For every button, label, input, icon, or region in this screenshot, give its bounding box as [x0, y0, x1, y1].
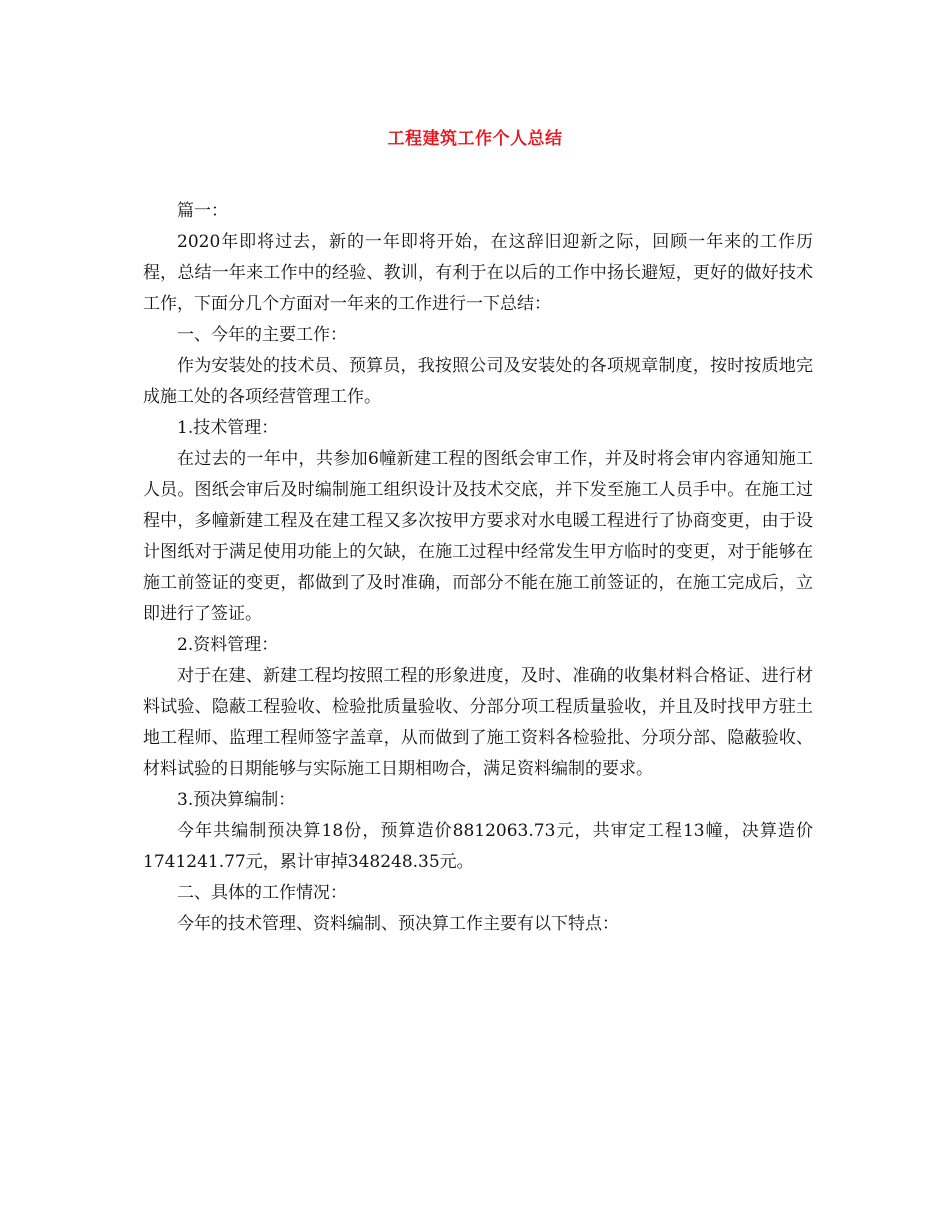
paragraph-budget: 今年共编制预决算18份，预算造价8812063.73元，共审定工程13幢，决算造价1741241.77元，累计审掉348248.35元。 [143, 821, 813, 872]
paragraph-features: 今年的技术管理、资料编制、预决算工作主要有以下特点： [177, 914, 619, 934]
heading-budget: 3.预决算编制： [177, 790, 296, 810]
paragraph-technical-management: 在过去的一年中，共参加6幢新建工程的图纸会审工作，并及时将会审内容通知施工人员。图纸会审后及时编制施工组织设计及技术交底，并下发至施工人员手中。在施工过程中，多幢新建工程及在建工程又多次按甲方要求对水电暖工程进行了协商变更，由于设计图纸对于满足使用功能上的欠缺，在施工过程中经常发生甲方临时的变更，对于能够在施工前签证的变更，都做到了及时准确，而部分不能在施工前签证的，在施工完成后，立即进行了签证。 [143, 449, 813, 624]
paragraph-document-management: 对于在建、新建工程均按照工程的形象进度，及时、准确的收集材料合格证、进行材料试验、隐蔽工程验收、检验批质量验收、分部分项工程质量验收，并且及时找甲方驻土地工程师、监理工程师签字盖章，从而做到了施工资料各检验批、分项分部、隐蔽验收、材料试验的日期能够与实际施工日期相吻合，满足资料编制的要求。 [143, 666, 813, 779]
heading-document-management: 2.资料管理： [177, 635, 279, 655]
heading-specific-work: 二、具体的工作情况： [177, 883, 347, 903]
paragraph-role: 作为安装处的技术员、预算员，我按照公司及安装处的各项规章制度，按时按质地完成施工处的各项经营管理工作。 [143, 356, 813, 407]
paragraph-section-label: 篇一： [177, 201, 228, 221]
document-body [143, 196, 813, 940]
heading-technical-management: 1.技术管理： [177, 418, 279, 438]
paragraph-intro: 2020年即将过去，新的一年即将开始，在这辞旧迎新之际，回顾一年来的工作历程，总结一年来工作中的经验、教训，有利于在以后的工作中扬长避短，更好的做好技术工作，下面分几个方面对一年来的工作进行一下总结： [143, 232, 813, 314]
heading-main-work: 一、今年的主要工作： [177, 325, 347, 345]
document-title: 工程建筑工作个人总结 [387, 129, 563, 149]
